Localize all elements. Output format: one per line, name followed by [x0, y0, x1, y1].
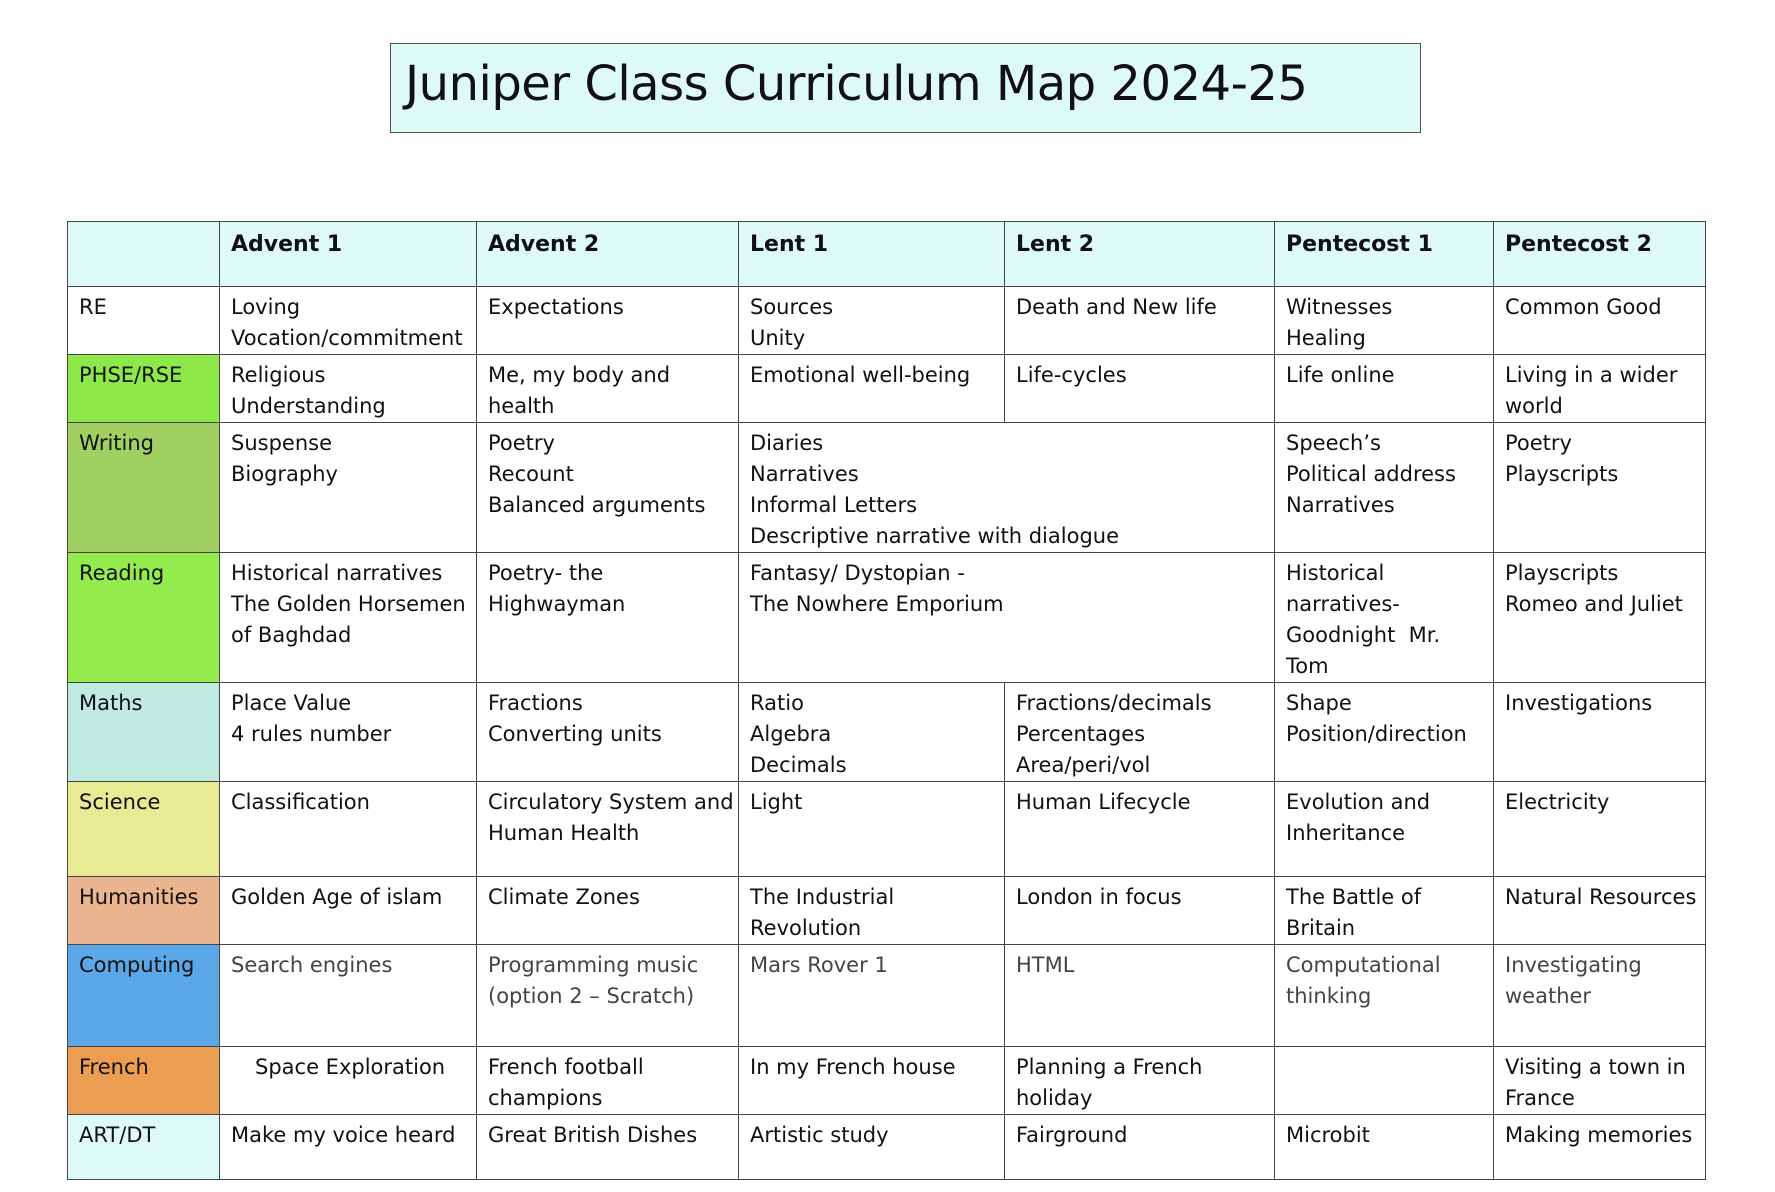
- topic-cell: [220, 683, 477, 782]
- topic-line: Healing: [1286, 326, 1366, 350]
- topic-line: Make my voice heard: [231, 1123, 456, 1147]
- topic-line: Fantasy/ Dystopian -: [750, 561, 965, 585]
- table-row: [68, 553, 1706, 683]
- topic-line: Witnesses: [1286, 295, 1393, 319]
- topic-line: Natural Resources: [1505, 885, 1697, 909]
- table-row: [68, 683, 1706, 782]
- topic-cell: [220, 1115, 477, 1180]
- topic-cell: [739, 683, 1005, 782]
- header-cell-advent-2: Advent 2: [477, 222, 739, 287]
- header-cell-pentecost-1: Pentecost 1: [1275, 222, 1494, 287]
- topic-line: Descriptive narrative with dialogue: [750, 524, 1120, 548]
- topic-cell: [477, 287, 739, 355]
- topic-line: Place Value: [231, 691, 352, 715]
- header-row: [68, 222, 1706, 287]
- topic-cell: [1275, 287, 1494, 355]
- topic-cell: [1275, 782, 1494, 877]
- topic-line: world: [1505, 394, 1563, 418]
- topic-line: Religious: [231, 363, 326, 387]
- topic-line: Playscripts: [1505, 462, 1619, 486]
- topic-line: Common Good: [1505, 295, 1662, 319]
- topic-cell: [220, 1047, 477, 1115]
- topic-line: thinking: [1286, 984, 1372, 1008]
- topic-line: (option 2 – Scratch): [488, 984, 695, 1008]
- topic-line: Evolution and: [1286, 790, 1431, 814]
- topic-line: The Nowhere Emporium: [750, 592, 1004, 616]
- header-cell-advent-1: Advent 1: [220, 222, 477, 287]
- topic-line: Programming music: [488, 953, 699, 977]
- topic-line: The Battle of: [1286, 885, 1422, 909]
- topic-line: Mars Rover 1: [750, 953, 888, 977]
- topic-line: Sources: [750, 295, 834, 319]
- topic-line: Poetry: [488, 431, 555, 455]
- topic-line: Artistic study: [750, 1123, 889, 1147]
- table-row: [68, 877, 1706, 945]
- topic-cell: [1005, 945, 1275, 1047]
- topic-line: Fractions: [488, 691, 583, 715]
- topic-line: weather: [1505, 984, 1592, 1008]
- topic-line: Making memories: [1505, 1123, 1693, 1147]
- topic-line: Visiting a town in: [1505, 1055, 1686, 1079]
- topic-cell: [1005, 877, 1275, 945]
- topic-cell: [1494, 782, 1706, 877]
- topic-line: Emotional well-being: [750, 363, 971, 387]
- topic-line: The Golden Horsemen: [231, 592, 466, 616]
- topic-line: Fractions/decimals: [1016, 691, 1212, 715]
- topic-cell: [1494, 553, 1706, 683]
- topic-line: champions: [488, 1086, 603, 1110]
- topic-line: of Baghdad: [231, 623, 352, 647]
- topic-cell: [739, 782, 1005, 877]
- topic-cell: [220, 355, 477, 423]
- topic-line: The Industrial: [750, 885, 895, 909]
- topic-line: Expectations: [488, 295, 624, 319]
- header-cell-lent-2: Lent 2: [1005, 222, 1275, 287]
- topic-line: Understanding: [231, 394, 386, 418]
- table-row: [68, 945, 1706, 1047]
- topic-cell: [220, 553, 477, 683]
- topic-cell: [1494, 423, 1706, 553]
- table-row: [68, 287, 1706, 355]
- topic-line: Historical: [1286, 561, 1385, 585]
- topic-line: Computational: [1286, 953, 1441, 977]
- topic-line: Living in a wider: [1505, 363, 1678, 387]
- header-cell-corner: [68, 222, 220, 287]
- topic-line: Investigations: [1505, 691, 1653, 715]
- topic-cell: [1494, 945, 1706, 1047]
- curriculum-table: [67, 221, 1706, 1180]
- subject-cell: Reading: [68, 553, 220, 683]
- topic-line: Informal Letters: [750, 493, 918, 517]
- topic-cell: [477, 1115, 739, 1180]
- topic-cell: [1005, 1115, 1275, 1180]
- topic-line: Circulatory System and: [488, 790, 734, 814]
- topic-line: Area/peri/vol: [1016, 753, 1151, 777]
- topic-cell: [477, 553, 739, 683]
- topic-line: Golden Age of islam: [231, 885, 443, 909]
- topic-cell: [1275, 1047, 1494, 1115]
- topic-line: holiday: [1016, 1086, 1093, 1110]
- topic-line: London in focus: [1016, 885, 1182, 909]
- table-row: [68, 1115, 1706, 1180]
- topic-cell: [220, 287, 477, 355]
- topic-cell: [477, 782, 739, 877]
- topic-line: Narratives: [750, 462, 859, 486]
- subject-cell: RE: [68, 287, 220, 355]
- topic-line: Me, my body and: [488, 363, 671, 387]
- subject-cell: Humanities: [68, 877, 220, 945]
- topic-cell: [1275, 355, 1494, 423]
- topic-line: Romeo and Juliet: [1505, 592, 1683, 616]
- topic-cell: [1275, 553, 1494, 683]
- topic-line: Electricity: [1505, 790, 1610, 814]
- topic-cell: [739, 945, 1005, 1047]
- topic-line: Unity: [750, 326, 806, 350]
- topic-line: Fairground: [1016, 1123, 1128, 1147]
- header-cell-lent-1: Lent 1: [739, 222, 1005, 287]
- topic-line: Life online: [1286, 363, 1395, 387]
- topic-cell: [739, 1047, 1005, 1115]
- topic-line: Ratio: [750, 691, 804, 715]
- topic-line: Suspense: [231, 431, 333, 455]
- table-row: [68, 423, 1706, 553]
- topic-line: Decimals: [750, 753, 847, 777]
- topic-cell: [477, 877, 739, 945]
- topic-line: Political address: [1286, 462, 1456, 486]
- topic-line: Climate Zones: [488, 885, 640, 909]
- topic-line: Human Lifecycle: [1016, 790, 1191, 814]
- topic-line: French football: [488, 1055, 644, 1079]
- topic-line: Human Health: [488, 821, 640, 845]
- topic-line: Highwayman: [488, 592, 626, 616]
- topic-line: In my French house: [750, 1055, 956, 1079]
- topic-cell: [220, 877, 477, 945]
- subject-cell: Maths: [68, 683, 220, 782]
- topic-line: 4 rules number: [231, 722, 392, 746]
- topic-line: France: [1505, 1086, 1575, 1110]
- topic-line: Converting units: [488, 722, 662, 746]
- topic-line: Planning a French: [1016, 1055, 1203, 1079]
- topic-cell: [739, 423, 1275, 553]
- topic-cell: [477, 423, 739, 553]
- topic-line: Classification: [231, 790, 370, 814]
- topic-cell: [220, 782, 477, 877]
- subject-cell: Science: [68, 782, 220, 877]
- topic-cell: [477, 1047, 739, 1115]
- table-row: [68, 355, 1706, 423]
- table-row: [68, 782, 1706, 877]
- topic-line: HTML: [1016, 953, 1075, 977]
- topic-line: Microbit: [1286, 1123, 1370, 1147]
- topic-line: Life-cycles: [1016, 363, 1127, 387]
- topic-line: Search engines: [231, 953, 393, 977]
- topic-line: Goodnight Mr.: [1286, 623, 1441, 647]
- topic-line: health: [488, 394, 555, 418]
- topic-line: Shape: [1286, 691, 1352, 715]
- topic-line: Great British Dishes: [488, 1123, 698, 1147]
- topic-cell: [1275, 683, 1494, 782]
- topic-cell: [739, 553, 1275, 683]
- page-title: Juniper Class Curriculum Map 2024-25: [405, 56, 1308, 112]
- topic-line: Playscripts: [1505, 561, 1619, 585]
- topic-line: Narratives: [1286, 493, 1395, 517]
- topic-cell: [220, 423, 477, 553]
- topic-cell: [1275, 1115, 1494, 1180]
- topic-line: Position/direction: [1286, 722, 1467, 746]
- topic-line: Percentages: [1016, 722, 1146, 746]
- subject-cell: ART/DT: [68, 1115, 220, 1180]
- table-row: [68, 1047, 1706, 1115]
- topic-line: Speech’s: [1286, 431, 1381, 455]
- topic-line: Poetry- the: [488, 561, 604, 585]
- topic-cell: [1275, 877, 1494, 945]
- topic-cell: [1494, 355, 1706, 423]
- curriculum-body: [68, 287, 1706, 1180]
- topic-line: Britain: [1286, 916, 1356, 940]
- topic-line: Biography: [231, 462, 338, 486]
- subject-cell: PHSE/RSE: [68, 355, 220, 423]
- topic-line: Vocation/commitment: [231, 326, 463, 350]
- topic-cell: [1494, 683, 1706, 782]
- topic-cell: [1005, 355, 1275, 423]
- topic-cell: [1275, 945, 1494, 1047]
- topic-line: Loving: [231, 295, 301, 319]
- topic-cell: [1494, 1115, 1706, 1180]
- topic-line: narratives-: [1286, 592, 1400, 616]
- topic-cell: [739, 1115, 1005, 1180]
- topic-line: Space Exploration: [255, 1055, 446, 1079]
- topic-cell: [477, 945, 739, 1047]
- topic-cell: [1275, 423, 1494, 553]
- topic-cell: [1005, 1047, 1275, 1115]
- topic-cell: [1005, 287, 1275, 355]
- topic-cell: [477, 355, 739, 423]
- topic-line: Inheritance: [1286, 821, 1406, 845]
- topic-line: Poetry: [1505, 431, 1572, 455]
- header-cell-pentecost-2: Pentecost 2: [1494, 222, 1706, 287]
- topic-cell: [1005, 782, 1275, 877]
- topic-line: Diaries: [750, 431, 824, 455]
- topic-cell: [739, 877, 1005, 945]
- topic-line: Light: [750, 790, 803, 814]
- subject-cell: Computing: [68, 945, 220, 1047]
- topic-line: Revolution: [750, 916, 862, 940]
- topic-line: Investigating: [1505, 953, 1642, 977]
- title-box: [390, 43, 1421, 133]
- topic-line: Historical narratives: [231, 561, 443, 585]
- topic-line: Death and New life: [1016, 295, 1217, 319]
- topic-line: Tom: [1286, 654, 1329, 678]
- topic-line: Algebra: [750, 722, 832, 746]
- subject-cell: Writing: [68, 423, 220, 553]
- topic-cell: [477, 683, 739, 782]
- topic-cell: [1494, 877, 1706, 945]
- topic-cell: [220, 945, 477, 1047]
- topic-cell: [1005, 683, 1275, 782]
- topic-cell: [739, 355, 1005, 423]
- topic-cell: [739, 287, 1005, 355]
- topic-line: Recount: [488, 462, 574, 486]
- topic-cell: [1494, 287, 1706, 355]
- subject-cell: French: [68, 1047, 220, 1115]
- topic-cell: [1494, 1047, 1706, 1115]
- topic-line: Balanced arguments: [488, 493, 706, 517]
